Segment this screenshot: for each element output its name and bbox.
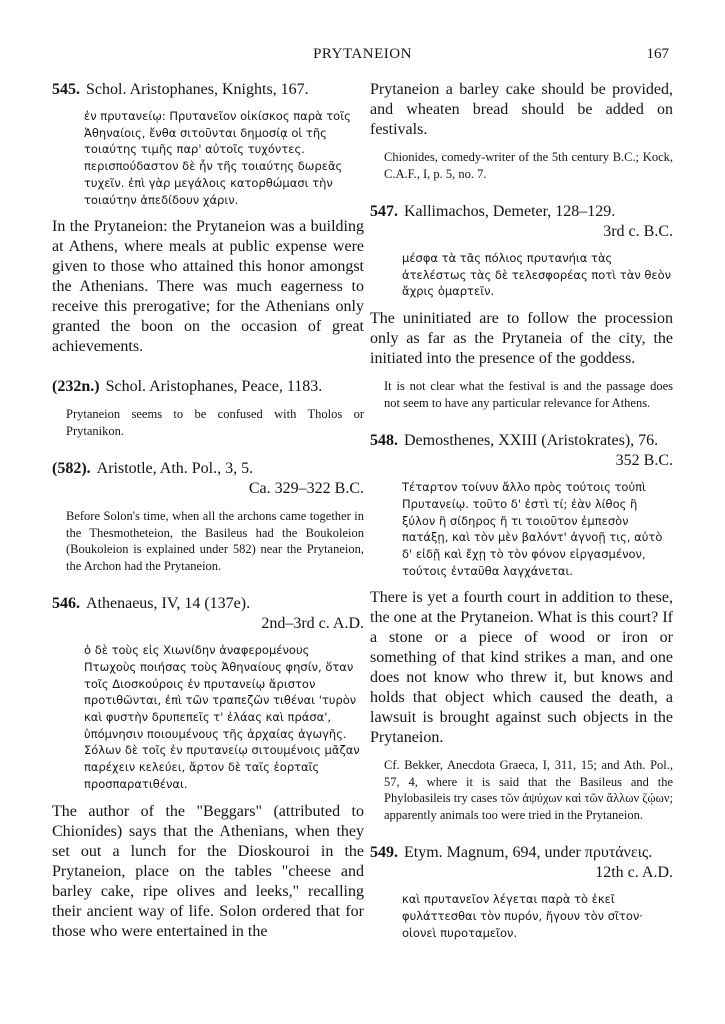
entry-note: Chionides, comedy-writer of the 5th century B.C.; Kock, C.A.F., I, p. 5, no. 7. <box>384 150 673 181</box>
continued-translation: Prytaneion a barley cake should be provided, and wheaten bread should be added on festivals. <box>370 81 673 138</box>
right-column <box>370 80 673 941</box>
entry-note: Cf. Bekker, Anecdota Graeca, I, 311, 15; and Ath. Pol., 57, 4, where it is said that the Basileus and the Phylobasileis try cases τῶν ἀψύχων καὶ τῶν ἄλλων ζῴων; apparently animals too were tried in the Prytaneion. <box>384 758 673 822</box>
greek-text: Τέταρτον τοίνυν ἄλλο πρὸς τούτοις τοὐπὶ Πρυτανείῳ. τοῦτο δ' ἐστὶ τί; ἐὰν λίθος ἢ ξύλον ἢ σίδηρος ἤ τι τοιοῦτον ἐμπεσὸν πατάξῃ, καὶ τὸν μὲν βαλόντ' ἀγνοῇ τις, αὐτὸ δ' εἰδῇ καὶ ἔχῃ τὸ τὸν φόνον εἰργασμένον, τούτοις ἐνταῦθα λαγχάνεται. <box>402 480 663 578</box>
entry-heading <box>370 202 673 222</box>
entry-source: Schol. Aristophanes, Peace, 1183. <box>105 378 323 396</box>
entry-date: 12th c. A.D. <box>595 864 673 882</box>
entry-note: It is not clear what the festival is and the passage does not seem to have any particular relevance for Athens. <box>384 379 673 410</box>
entry-number: 549. <box>370 844 398 862</box>
entry-number: 545. <box>52 81 80 98</box>
greek-text: μέσφα τὰ τᾶς πόλιος πρυτανήια τὰς ἀτελέστως τὰς δὲ τελεσφορέας ποτὶ τὰν θεὸν ἄχρις ὁμαρτεῖν. <box>402 251 672 299</box>
entry-source: Kallimachos, Demeter, 128–129. <box>404 203 616 220</box>
english-translation: The author of the "Beggars" (attributed to Chionides) says that the Athenians, when they set out a lunch for the Dioskouroi in the Prytaneion, place on the tables "cheese and barley cake, ripe olives and leeks," recalling their ancient way of life. Solon ordered that for those who were entertained in the <box>52 802 364 940</box>
entry-source: Demosthenes, XXIII (Aristokrates), 76. <box>404 432 659 450</box>
entry-heading <box>52 377 364 397</box>
greek-text: ἐν πρυτανείῳ: Πρυτανεῖον οἰκίσκος παρὰ τοῖς Ἀθηναίοις, ἔνθα σιτοῦνται δημοσίᾳ οἱ τῆς τοιαύτης τιμῆς παρ' αὐτοῖς τυχόντες. περισπούδαστον δὲ ἦν τῆς τοιαύτης δωρεᾶς τυχεῖν. ἐπὶ γὰρ μεγάλοις κατορθώμασι τὴν τοιαύτην ἀπεδίδουν χάριν. <box>84 109 351 207</box>
entry-549 <box>370 843 673 941</box>
entry-date: 3rd c. B.C. <box>603 223 673 240</box>
entry-date: 2nd–3rd c. A.D. <box>261 615 364 633</box>
entry-546 <box>52 594 364 941</box>
entry-232n <box>52 377 364 439</box>
entry-source: Schol. Aristophanes, Knights, 167. <box>86 81 309 98</box>
entry-source: Etym. Magnum, 694, under πρυτάνεις. <box>404 844 653 862</box>
greek-text: ὁ δὲ τοὺς εἰς Χιωνίδην ἀναφερομένους Πτωχοὺς ποιήσας τοὺς Ἀθηναίους φησίν, ὅταν τοῖς Διοσκούροις ἐν πρυτανείῳ ἄριστον προτιθῶνται, ἐπὶ τῶν τραπεζῶν τιθέναι 'τυρὸν καὶ φυστὴν δρυπεπεῖς τ' ἐλάας καὶ πράσα', ὑπόμνησιν ποιουμένους τῆς ἀρχαίας ἀγωγῆς. Σόλων δὲ τοῖς ἐν πρυτανείῳ σιτουμένοις μᾶζαν παρέχειν κελεύει, ἄρτον δὲ ταῖς ἑορταῖς προσπαρατιθέναι. <box>84 643 360 791</box>
entry-582 <box>52 459 364 574</box>
english-translation: In the Prytaneion: the Prytaneion was a building at Athens, where meals at public expense were given to those who attained this honor amongst the Athenians. There was much eagerness to receive this prerogative; for the Athenians only granted the boon on the occasion of great achievements. <box>52 218 364 356</box>
entry-heading <box>370 431 673 451</box>
entry-548 <box>370 431 673 823</box>
running-header <box>0 46 725 70</box>
entry-number: 547. <box>370 203 398 220</box>
entry-number: (232n.) <box>52 378 100 396</box>
entry-date: Ca. 329–322 B.C. <box>248 480 364 498</box>
entry-date: 352 B.C. <box>615 452 673 470</box>
entry-number: 548. <box>370 432 398 450</box>
english-translation: The uninitiated are to follow the procession only as far as the Prytaneia of the city, the initiated into the presence of the goddess. <box>370 310 673 368</box>
entry-source: Athenaeus, IV, 14 (137e). <box>86 595 251 613</box>
entry-heading <box>370 843 673 863</box>
page-running-title: PRYTANEION <box>313 46 412 62</box>
entry-number: (582). <box>52 460 91 478</box>
entry-number: 546. <box>52 595 80 613</box>
entry-heading <box>52 459 364 479</box>
entry-note: Prytaneion seems to be confused with Tholos or Prytanikon. <box>66 407 364 438</box>
entry-547 <box>370 202 673 411</box>
entry-heading <box>52 80 364 100</box>
english-translation: There is yet a fourth court in addition to these, the one at the Prytaneion. What is this court? If a stone or a piece of wood or iron or something of that kind strikes a man, and one does not know who threw it, but knows and holds that object which caused the death, a lawsuit is brought against such objects in the Prytaneion. <box>370 589 673 747</box>
entry-source: Aristotle, Ath. Pol., 3, 5. <box>96 460 254 478</box>
entry-note: Before Solon's time, when all the archons came together in the Thesmotheteion, the Basileus had the Boukoleion (Boukoleion is explained under 582) near the Prytaneion, the Archon had the Prytaneion. <box>66 509 364 573</box>
greek-text: καὶ πρυτανεῖον λέγεται παρὰ τὸ ἐκεῖ φυλάττεσθαι τὸν πυρόν, ἤγουν τὸν σῖτον· οἱονεὶ πυροταμεῖον. <box>402 892 643 940</box>
page-number: 167 <box>646 46 669 62</box>
left-column <box>52 80 364 942</box>
entry-545 <box>52 80 364 357</box>
entry-heading <box>52 594 364 614</box>
